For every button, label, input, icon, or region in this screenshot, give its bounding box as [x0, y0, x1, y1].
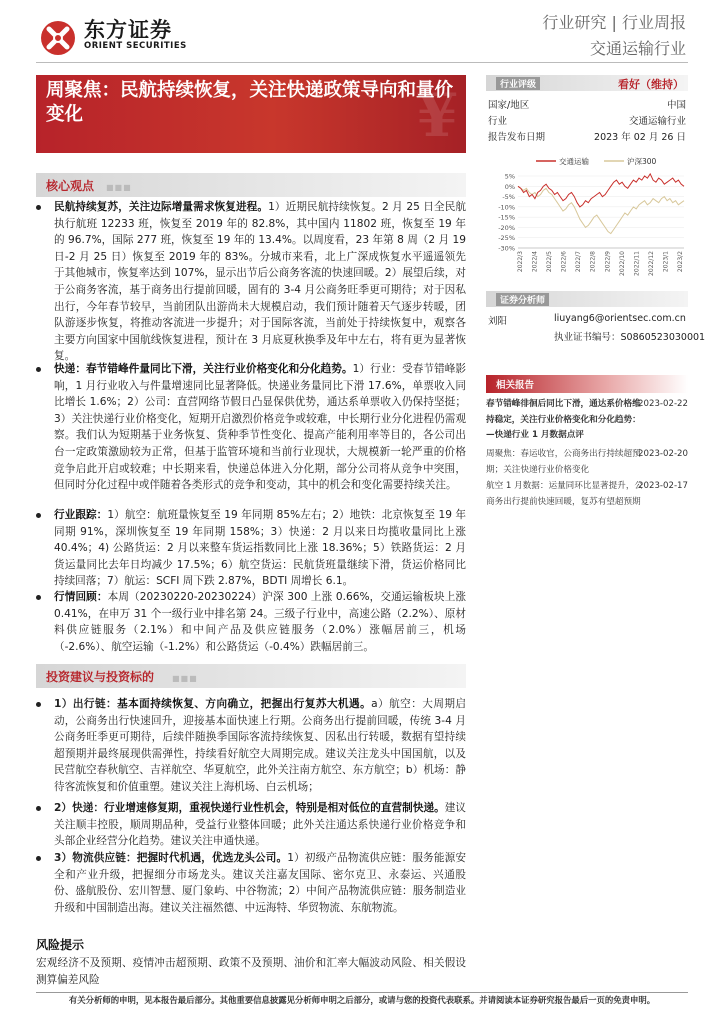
invest-point-text [54, 850, 466, 916]
report-industry: 交通运输行业 [589, 39, 686, 58]
x-tick-label: 2022/3 [517, 251, 524, 273]
invest-point-body: 1）初级产品物流供应链：服务能源安全和产业升级，把握细分市场龙头。建议关注嘉友国际、密尔克卫、永泰运、兴通股份、盛航股份、宏川智慧、厦门象屿、中谷物流；2）中间产品物流供应链：服务制造业升级和中国制造出海。建议关注福然德、中远海特、华贸物流、东航物流。 [54, 852, 467, 914]
core-point-lead: 民航持续复苏，关注边际增量需求恢复进程。 [54, 201, 269, 213]
bullet-icon [36, 702, 41, 707]
related-report-title[interactable]: 航空 1 月数据：运量同环比显著提升，公商务出行提前快速回暖，复苏有望超预期 [486, 481, 644, 507]
core-point-body: 1）近期民航持续恢复。2 月 25 日全民航执行航班 12233 班，恢复至 2019 年的 82.8%，其中国内 11802 班，恢复至 19 年的 96.7%，国际 277 班，恢复至 19 年的 13.4%。以周度看，23 年第 8 周（2 月 19 日-2 月 25 日）恢复至 2019 年的 83%。分城市来看，北上广深成恢复水平遥遥领先于其他城市，恢复率达到 107%，显示出节后公商务客流的快速回暖。2）展望后续，对于公商务客流，基于商务出行提前回暖，固有的 3-4 月公商务旺季更可期待；对于因私出行，今年春节较早，当前团队出游尚未大规模启动，我们预计随着天气逐步转暖，团队游逐步恢复，将推动客流进一步提升；对于国际客流，当前处于持续恢复中，观察各主要方向国家中国航线恢复进程，预计在 3 月底夏秋换季及年中左右，将有更为显著恢复。 [54, 201, 466, 363]
core-section-label: 核心观点 [46, 179, 95, 193]
header-divider [36, 62, 688, 63]
report-title: 周聚焦：民航持续恢复，关注快递政策导向和量价变化 [46, 80, 454, 125]
company-name-en: ORIENT SECURITIES [84, 41, 187, 51]
x-tick-label: 2022/8 [589, 251, 597, 273]
legend-label: 交通运输 [559, 157, 589, 166]
bullet-icon [36, 595, 41, 600]
related-bar [486, 375, 688, 393]
info-row [486, 113, 688, 128]
x-tick-label: 2022/7 [575, 251, 583, 273]
banner-decoration: ¥ [416, 81, 458, 151]
core-point [36, 199, 466, 365]
bullet-icon [36, 806, 41, 811]
y-tick-label: -5% [502, 193, 515, 202]
core-section-bar [36, 173, 466, 197]
y-tick-label: -15% [498, 213, 515, 222]
invest-point-body: 建议关注顺丰控股，顺周期品种，受益行业整体回暖；此外关注通达系快递行业价格竞争和头部企业经营分化趋势。建议关注申通快递。 [54, 802, 467, 848]
x-tick-label: 2022/11 [633, 251, 641, 276]
info-key: 行业 [488, 116, 508, 127]
company-logo-icon [40, 20, 76, 56]
info-row [486, 97, 688, 112]
x-tick-label: 2022/6 [560, 251, 568, 273]
series-line [518, 186, 684, 233]
y-tick-label: 0% [504, 182, 515, 191]
company-name-cn: 东方证券 [84, 18, 172, 42]
report-type: 行业研究 | 行业周报 [542, 13, 686, 32]
core-point-body: 本周（20230220-20230224）沪深 300 上涨 0.66%，交通运输板块上涨 0.41%，在申万 31 个一级行业中排名第 24。三级子行业中，高速公路（2.2%）、原材料供应链服务（2.1%）和中间产品及供应链服务（2.0%）涨幅居前三，机场（-2.6%）、航空运输（-1.2%）和公路货运（-0.4%）跌幅居前三。 [54, 591, 467, 653]
info-key: 国家/地区 [488, 100, 530, 111]
x-tick-label: 2023/2 [677, 251, 684, 273]
y-tick-label: -10% [498, 203, 515, 212]
related-report[interactable] [486, 447, 688, 478]
footer-disclaimer: 有关分析师的申明，见本报告最后部分。其他重要信息披露见分析师申明之后部分，或请与您的投资代表联系。并请阅读本证券研究报告最后一页的免责申明。 [68, 995, 656, 1005]
invest-point [36, 800, 466, 850]
invest-point-num: 3）物流供应链： [54, 852, 137, 864]
info-value: 中国 [666, 100, 686, 111]
invest-point-lead: 基本面持续恢复、方向确立，把握出行复苏大机遇。 [117, 698, 372, 710]
rating-value: 看好（维持） [618, 78, 684, 91]
related-report-title[interactable]: 周聚焦：春运收官，公商务出行持续超预期；关注快递行业价格变化 [486, 449, 641, 475]
core-point-text [54, 199, 466, 365]
section-dots: ■■■ [172, 674, 198, 683]
x-tick-label: 2022/4 [531, 251, 539, 273]
core-point [36, 589, 466, 655]
invest-point-text [54, 696, 466, 796]
core-point-body: 1）行业：受春节错峰影响，1 月行业收入与件量增速同比显著降低。快递业务量同比下滑 17.6%，单票收入同比增长 1.6%；2）公司：直营网络节假日凸显保供优势，通达系单票收入仍保持坚挺；3）关注快递行业价格变化，短期开启激烈价格竞争或较难，中长期行业分化进程仍需观察。我们认为短期基于业务恢复、货种季节性变化、提高产能利用率等目的，各公司出台一定政策激励较为正常，但基于监管环境和当前行业现状，大规模新一轮严重的价格竞争启此开启或较难；中长期来看，快递总体进入分化期，部分公司将从竞争中突围，但同时分化过程中或伴随着各类形式的竞争和变动，其中的机会和变化需要持续关注。 [54, 363, 466, 492]
footer-divider [36, 992, 688, 993]
x-tick-label: 2022/9 [604, 251, 612, 273]
rating-label: 行业评级 [496, 77, 540, 90]
title-banner [36, 75, 466, 153]
core-point [36, 507, 466, 590]
chart-lines [518, 174, 684, 234]
invest-point-num: 1）出行链： [54, 698, 118, 710]
info-value: 2023 年 02 月 26 日 [594, 132, 686, 143]
related-report-title[interactable]: 春节错峰徘徊后同比下滑，通达系价格维持稳定，关注行业价格变化和分化趋势：—快递行业 1 月数据点评 [486, 399, 641, 440]
invest-point-text [54, 800, 466, 850]
invest-point-body: a）航空：大周期启动，公商务出行快速回升，迎接基本面快速上行期。公商务出行提前回暖，传统 3-4 月公商务旺季更可期待，后续伴随换季国际客流持续恢复、因私出行转暖，数据有望持续超预期并最终展现供需弹性，持续看好航空大周期完成。建议关注龙头中国国航，以及民营航空春秋航空、吉祥航空、华夏航空，此外关注南方航空、东方航空；b）机场：静待客流恢复和价值重塑。建议关注上海机场、白云机场； [54, 698, 467, 793]
analyst-bar [486, 291, 688, 307]
y-tick-label: -20% [498, 223, 515, 232]
bullet-icon [36, 513, 41, 518]
invest-point [36, 696, 466, 796]
invest-point-lead: 行业增速修复期，重视快递行业性机会，特别是相对低位的直营制快递。 [104, 802, 445, 814]
x-tick-label: 2023/1 [662, 251, 670, 273]
related-report[interactable] [486, 479, 688, 510]
y-tick-label: -25% [498, 234, 515, 243]
bullet-icon [36, 205, 41, 210]
chart-legend [536, 156, 657, 166]
invest-point [36, 850, 466, 916]
section-dots: ■■■ [106, 183, 132, 192]
core-point [36, 361, 466, 494]
related-report-date: 2023-02-20 [638, 449, 688, 459]
risk-text: 宏观经济不及预期、疫情冲击超预期、政策不及预期、油价和汇率大幅波动风险、相关假设测算偏差风险 [36, 957, 466, 986]
bullet-icon [36, 367, 41, 372]
risk-heading: 风险提示 [36, 938, 85, 952]
analyst-email[interactable]: liuyang6@orientsec.com.cn [554, 313, 686, 324]
invest-section-bar [36, 664, 466, 688]
info-key: 报告发布日期 [488, 132, 546, 143]
analyst-cert: 执业证书编号：S0860523030001 [554, 332, 706, 343]
legend-label: 沪深300 [627, 157, 657, 166]
info-row [486, 129, 688, 144]
performance-chart [486, 152, 688, 287]
core-point-body: 1）航空：航班量恢复至 19 年同期 85%左右；2）地铁：北京恢复至 19 年同期 91%，深圳恢复至 19 年同期 158%；3）快递：2 月以来日均揽收量同比上涨 40.4%；4) 公路货运：2 月以来整车货运指数同比上涨 18.36%；5）铁路货运：2 月货运量同比去年日均减少 17.5%；6）航空货运：民航货班量继续下滑，货运价格同比持续回落；7）航运：SCFI 周下跌 2.87%，BDTI 周增长 6.1。 [54, 509, 466, 588]
y-tick-label: 5% [504, 172, 515, 181]
core-point-text [54, 361, 466, 494]
x-tick-label: 2022/10 [618, 251, 626, 276]
core-point-text [54, 507, 466, 590]
invest-point-lead: 把握时代机遇，优选龙头公司。 [136, 852, 288, 864]
core-point-lead: 行情回顾： [54, 591, 108, 603]
core-point-text [54, 589, 466, 655]
x-tick-label: 2022/5 [546, 251, 554, 273]
info-value: 交通运输行业 [628, 116, 686, 127]
invest-section-label: 投资建议与投资标的 [46, 670, 155, 684]
related-list [486, 397, 688, 507]
related-label: 相关报告 [496, 380, 535, 391]
related-report-date: 2023-02-22 [638, 399, 688, 409]
analyst-name: 刘阳 [488, 316, 508, 327]
analyst-label: 证券分析师 [496, 293, 549, 306]
y-tick-label: -30% [498, 244, 515, 253]
rating-bar [486, 75, 688, 91]
x-tick-label: 2022/12 [647, 251, 655, 276]
bullet-icon [36, 856, 41, 861]
related-report-date: 2023-02-17 [638, 481, 688, 491]
invest-point-num: 2）快递： [54, 802, 105, 814]
core-point-lead: 快递：春节错峰件量同比下滑，关注行业价格变化和分化趋势。 [54, 363, 353, 375]
related-report[interactable] [486, 397, 688, 444]
core-point-lead: 行业跟踪： [54, 509, 108, 521]
